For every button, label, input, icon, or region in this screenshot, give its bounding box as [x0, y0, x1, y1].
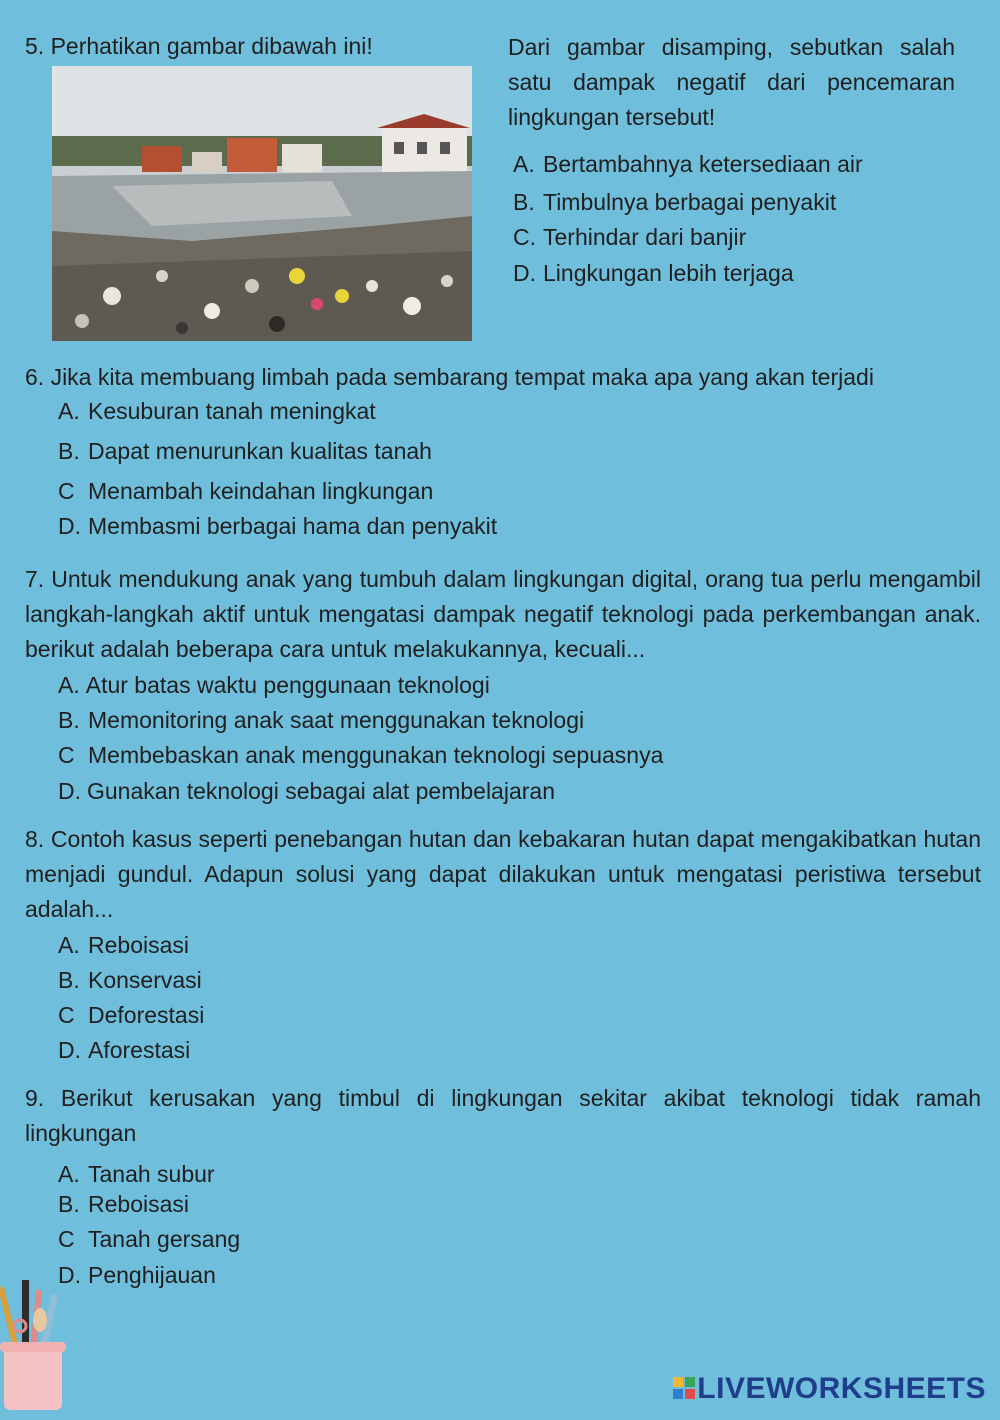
q5-title: 5. Perhatikan gambar dibawah ini!: [25, 33, 373, 59]
q7-text: 7. Untuk mendukung anak yang tumbuh dalam lingkungan digital, orang tua perlu mengambil langkah-langkah aktif untuk mengatasi dampak negatif teknologi pada perkembangan anak. berikut adalah beberapa cara untuk melakukannya, kecuali...: [25, 566, 981, 662]
q5-option-b[interactable]: B. Timbulnya berbagai penyakit: [513, 189, 837, 215]
q8-text: 8. Contoh kasus seperti penebangan hutan dan kebakaran hutan dapat mengakibatkan hutan menjadi gundul. Adapun solusi yang dapat dilakukan untuk mengatasi peristiwa tersebut adalah...: [25, 826, 981, 922]
q5-option-a[interactable]: A. Bertambahnya ketersediaan air: [513, 151, 863, 177]
pencil-cup-icon: [0, 1280, 72, 1414]
q7-option-d[interactable]: D. Gunakan teknologi sebagai alat pembelajaran: [58, 778, 555, 804]
q9-option-a[interactable]: A. Tanah subur: [58, 1161, 215, 1187]
q9-option-c[interactable]: C Tanah gersang: [58, 1226, 241, 1252]
q6-option-b[interactable]: B. Dapat menurunkan kualitas tanah: [58, 438, 432, 464]
q7-option-b[interactable]: B. Memonitoring anak saat menggunakan teknologi: [58, 707, 585, 733]
q5-prompt: Dari gambar disamping, sebutkan salah satu dampak negatif dari pencemaran lingkungan tersebut!: [508, 34, 955, 130]
q9-option-b[interactable]: B. Reboisasi: [58, 1191, 189, 1217]
liveworksheets-mark-icon: [673, 1377, 695, 1399]
q8-option-a[interactable]: A. Reboisasi: [58, 932, 189, 958]
q6-option-c[interactable]: C Menambah keindahan lingkungan: [58, 478, 434, 504]
q6-text: 6. Jika kita membuang limbah pada sembarang tempat maka apa yang akan terjadi: [25, 364, 874, 390]
polluted-river-photo: [52, 66, 472, 341]
q6-option-a[interactable]: A. Kesuburan tanah meningkat: [58, 398, 376, 424]
q7-option-a[interactable]: A. Atur batas waktu penggunaan teknologi: [58, 672, 490, 698]
q8-option-b[interactable]: B. Konservasi: [58, 967, 202, 993]
q8-option-c[interactable]: C Deforestasi: [58, 1002, 205, 1028]
q5-option-d[interactable]: D. Lingkungan lebih terjaga: [513, 260, 794, 286]
liveworksheets-logo: [673, 1372, 986, 1406]
q5-option-c[interactable]: C. Terhindar dari banjir: [513, 224, 747, 250]
q9-text: 9. Berikut kerusakan yang timbul di lingkungan sekitar akibat teknologi tidak ramah lingkungan: [25, 1085, 981, 1146]
logo-text: LIVEWORKSHEETS: [697, 1372, 986, 1405]
q9-option-d[interactable]: D. Penghijauan: [58, 1262, 216, 1288]
q8-option-d[interactable]: D. Aforestasi: [58, 1037, 191, 1063]
q7-option-c[interactable]: C Membebaskan anak menggunakan teknologi sepuasnya: [58, 742, 664, 768]
q6-option-d[interactable]: D. Membasmi berbagai hama dan penyakit: [58, 513, 498, 539]
